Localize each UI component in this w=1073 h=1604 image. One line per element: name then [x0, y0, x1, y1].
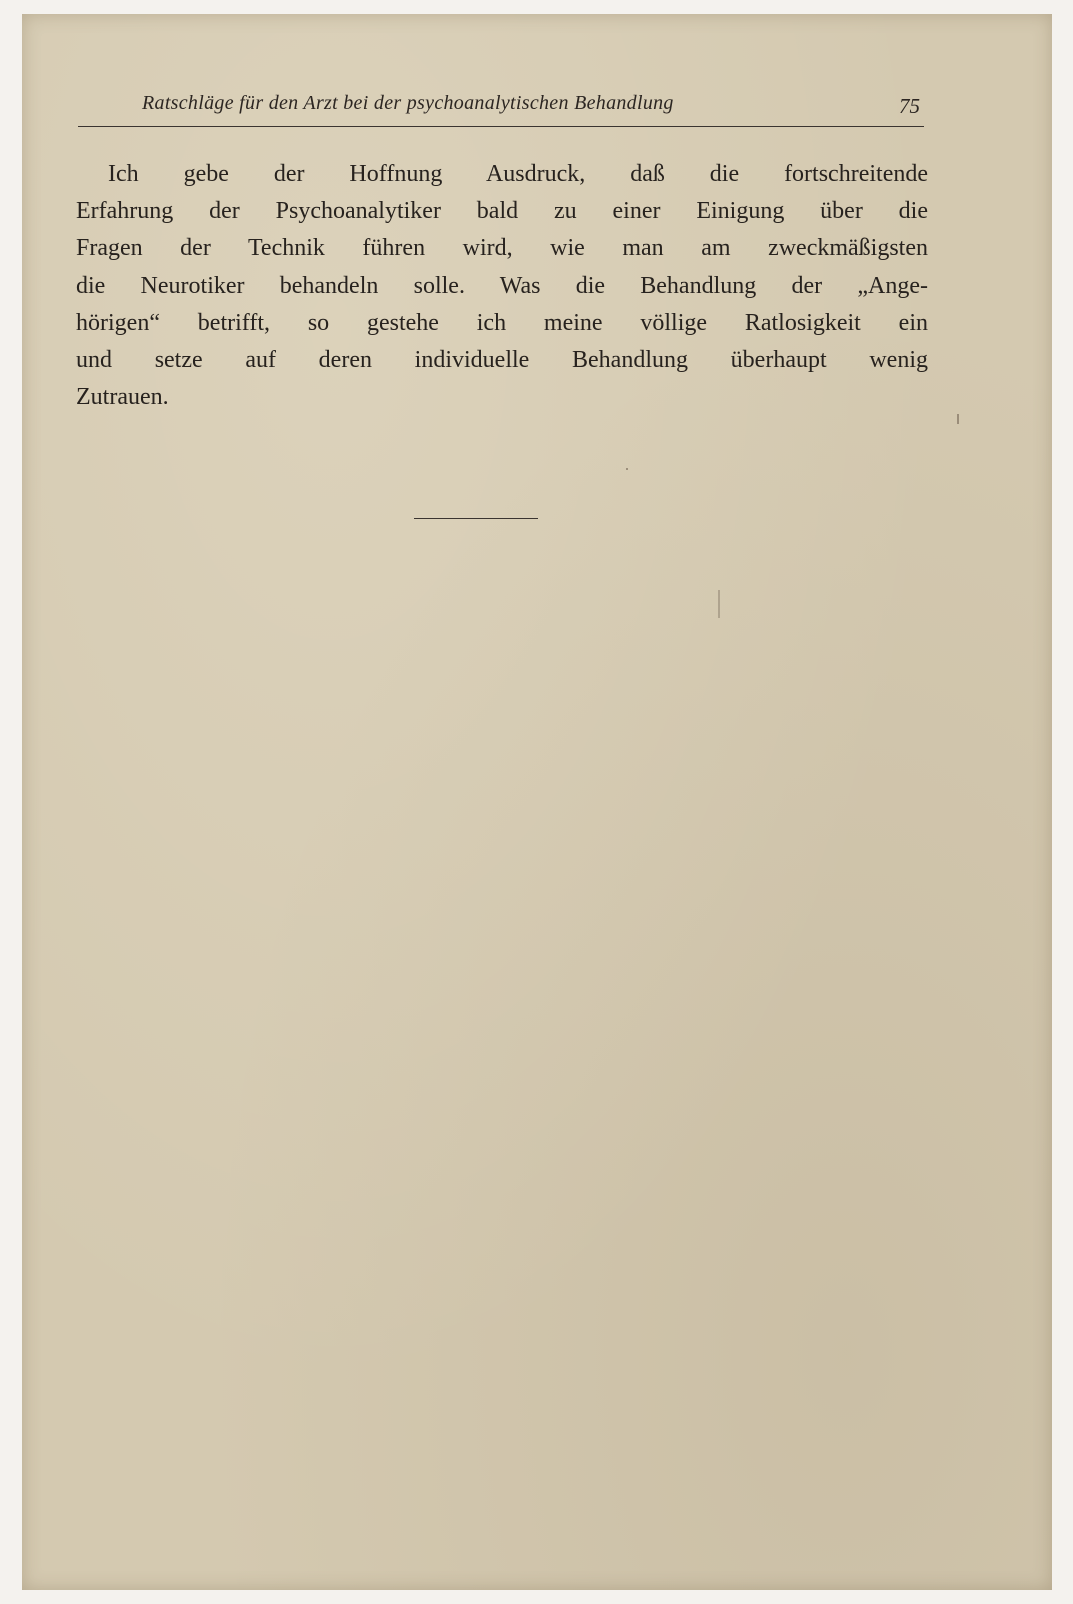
text-line: Ich gebe der Hoffnung Ausdruck, daß die fortschreitende [108, 161, 928, 187]
running-title: Ratschläge für den Arzt bei der psychoanalytischen Behandlung [142, 92, 674, 114]
text-line: Zutrauen. [76, 384, 169, 411]
book-page [22, 14, 1052, 1590]
text-line: Fragen der Technik führen wird, wie man am zweckmäßigsten [76, 235, 928, 262]
body-paragraph [76, 156, 928, 416]
running-head [78, 92, 924, 127]
text-line: und setze auf deren individuelle Behandlung überhaupt wenig [76, 347, 928, 374]
page-number: 75 [899, 94, 920, 118]
paper-speck [626, 468, 628, 470]
paper-speck [718, 590, 720, 618]
text-line: hörigen“ betrifft, so gestehe ich meine völlige Ratlosigkeit ein [76, 309, 928, 336]
text-line: die Neurotiker behandeln solle. Was die Behandlung der „Ange- [76, 272, 928, 299]
section-end-rule [414, 518, 538, 519]
text-line: Erfahrung der Psychoanalytiker bald zu einer Einigung über die [76, 198, 928, 225]
paper-speck [957, 414, 959, 424]
